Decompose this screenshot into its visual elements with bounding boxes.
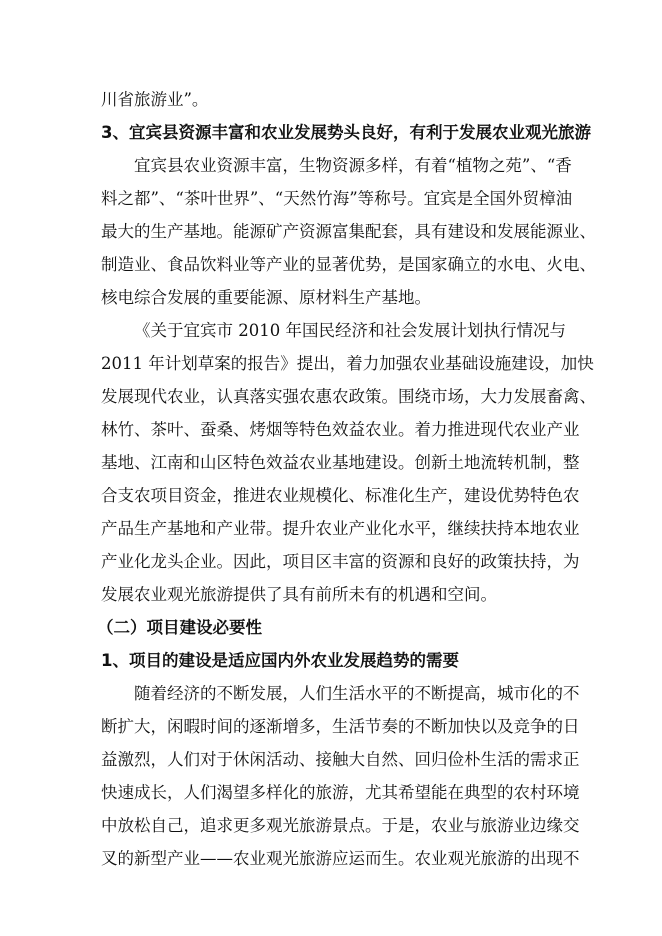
paragraph-line: 快速成长，人们渴望多样化的旅游，尤其希望能在典型的农村环境 (101, 783, 580, 802)
subsection-heading-1: 1、项目的建设是适应国内外农业发展趋势的需要 (101, 651, 459, 670)
paragraph-line: 中放松自己，追求更多观光旅游景点。于是，农业与旅游业边缘交 (101, 816, 580, 835)
paragraph-line: 《关于宜宾市 2010 年国民经济和社会发展计划执行情况与 (134, 321, 566, 340)
paragraph-line: 产业化龙头企业。因此，项目区丰富的资源和良好的政策扶持，为 (101, 552, 580, 571)
paragraph-line: 2011 年计划草案的报告》提出，着力加强农业基础设施建设，加快 (101, 354, 594, 373)
paragraph-line: 最大的生产基地。能源矿产资源富集配套，具有建设和发展能源业、 (101, 222, 596, 241)
paragraph-line: 发展现代农业，认真落实强农惠农政策。围绕市场，大力发展畜禽、 (101, 387, 596, 406)
paragraph-line: 基地、江南和山区特色效益农业基地建设。创新土地流转机制，整 (101, 453, 580, 472)
paragraph-line: 合支农项目资金，推进农业规模化、标准化生产，建设优势特色农 (101, 486, 580, 505)
paragraph-line: 叉的新型产业——农业观光旅游应运而生。农业观光旅游的出现不 (101, 849, 580, 868)
paragraph-line: 断扩大，闲暇时间的逐渐增多，生活节奏的不断加快以及竞争的日 (101, 717, 580, 736)
paragraph-line: 产品生产基地和产业带。提升农业产业化水平，继续扶持本地农业 (101, 519, 580, 538)
paragraph-line: 宜宾县农业资源丰富，生物资源多样，有着“植物之苑”、“香 (134, 156, 572, 175)
paragraph-line: 核电综合发展的重要能源、原材料生产基地。 (101, 288, 431, 307)
paragraph-line: 料之都”、“茶叶世界”、“天然竹海”等称号。宜宾是全国外贸樟油 (101, 189, 573, 208)
paragraph-line: 川省旅游业”。 (101, 90, 209, 109)
paragraph-line: 林竹、茶叶、蚕桑、烤烟等特色效益农业。着力推进现代农业产业 (101, 420, 580, 439)
section-heading-2: （二）项目建设必要性 (97, 618, 262, 637)
section-heading-3: 3、宜宾县资源丰富和农业发展势头良好，有利于发展农业观光旅游 (101, 123, 591, 142)
paragraph-line: 制造业、食品饮料业等产业的显著优势，是国家确立的水电、火电、 (101, 255, 596, 274)
paragraph-line: 益激烈，人们对于休闲活动、接触大自然、回归俭朴生活的需求正 (101, 750, 580, 769)
paragraph-line: 随着经济的不断发展，人们生活水平的不断提高，城市化的不 (134, 684, 580, 703)
paragraph-line: 发展农业观光旅游提供了具有前所未有的机遇和空间。 (101, 585, 497, 604)
